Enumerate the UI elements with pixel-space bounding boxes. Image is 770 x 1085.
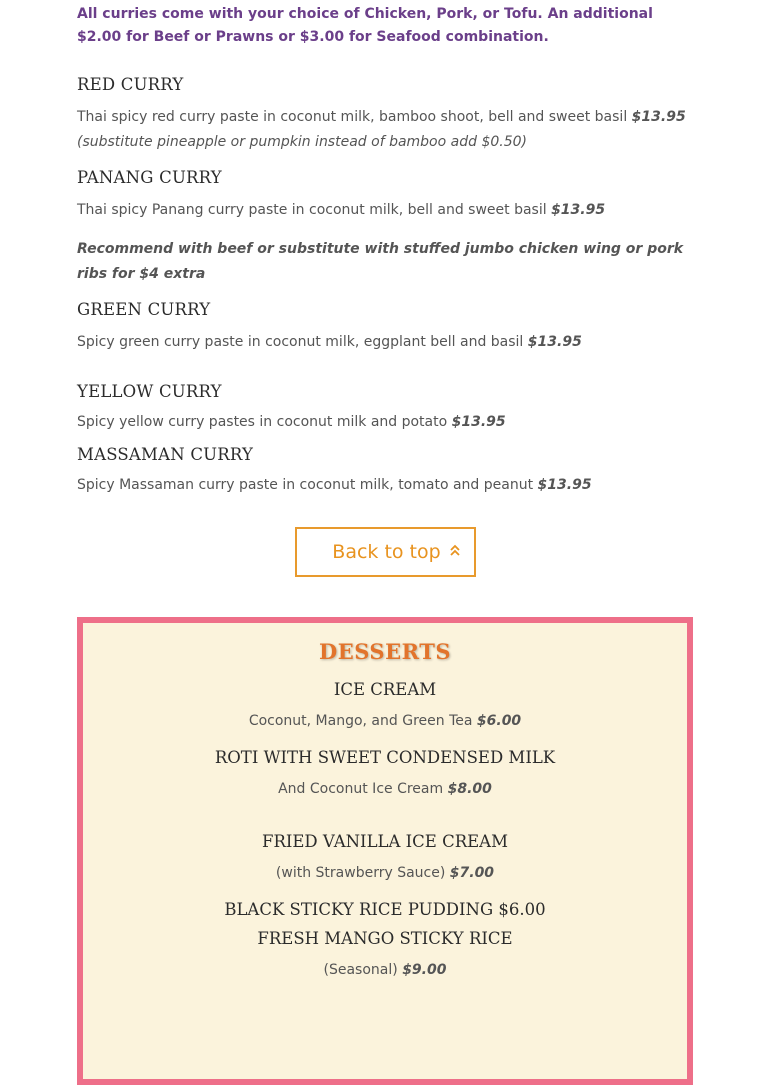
red-curry-description — [77, 105, 692, 155]
massaman-curry-desc-text: Spicy Massaman curry paste in coconut milk, tomato and peanut — [77, 477, 534, 493]
green-curry-heading: GREEN CURRY — [77, 300, 211, 319]
yellow-curry-price: $13.95 — [451, 414, 506, 430]
ice-cream-description — [83, 710, 687, 732]
fried-vanilla-ice-cream-heading: FRIED VANILLA ICE CREAM — [262, 832, 508, 851]
ice-cream-heading: ICE CREAM — [333, 680, 437, 699]
mango-sticky-rice-description — [83, 959, 687, 981]
roti-description — [83, 778, 687, 800]
desserts-title: DESSERTS — [319, 639, 451, 664]
desserts-panel — [77, 617, 693, 1085]
red-curry-price: $13.95 — [631, 109, 686, 125]
ice-cream-price: $6.00 — [476, 713, 522, 729]
black-sticky-rice-heading: BLACK STICKY RICE PUDDING $6.00 — [224, 900, 546, 919]
curry-intro-note: All curries come with your choice of Chicken, Pork, or Tofu. An additional $2.00 for Beef or Prawns or $3.00 for Seafood combination. — [77, 6, 653, 45]
green-curry-desc-text: Spicy green curry paste in coconut milk, eggplant bell and basil — [77, 334, 524, 350]
fried-vanilla-ice-cream-description — [83, 862, 687, 884]
massaman-curry-heading: MASSAMAN CURRY — [77, 445, 254, 464]
panang-curry-heading: PANANG CURRY — [77, 168, 222, 187]
roti-desc-text: And Coconut Ice Cream — [278, 781, 444, 797]
yellow-curry-description — [77, 410, 692, 435]
back-to-top-label: Back to top — [332, 541, 441, 563]
panang-curry-price: $13.95 — [551, 202, 606, 218]
fried-vanilla-price: $7.00 — [449, 865, 495, 881]
massaman-curry-price: $13.95 — [537, 477, 592, 493]
ice-cream-desc-text: Coconut, Mango, and Green Tea — [248, 713, 473, 729]
fried-vanilla-desc-text: (with Strawberry Sauce) — [275, 865, 446, 881]
panang-curry-recommendation: Recommend with beef or substitute with stuffed jumbo chicken wing or pork ribs for $4 extra — [77, 241, 684, 282]
green-curry-price: $13.95 — [527, 334, 582, 350]
red-curry-substitute-note: (substitute pineapple or pumpkin instead of bamboo add $0.50) — [77, 134, 527, 150]
yellow-curry-heading: YELLOW CURRY — [77, 382, 222, 401]
roti-heading: ROTI WITH SWEET CONDENSED MILK — [214, 748, 556, 767]
double-chevron-up-icon — [449, 543, 461, 560]
back-to-top-button[interactable] — [295, 527, 476, 577]
mango-sticky-rice-price: $9.00 — [402, 962, 447, 978]
mango-sticky-rice-desc-text: (Seasonal) — [323, 962, 398, 978]
green-curry-description — [77, 330, 692, 355]
yellow-curry-desc-text: Spicy yellow curry pastes in coconut milk and potato — [77, 414, 448, 430]
roti-price: $8.00 — [447, 781, 492, 797]
massaman-curry-description — [77, 473, 692, 498]
panang-curry-description — [77, 198, 692, 223]
red-curry-heading: RED CURRY — [77, 75, 184, 94]
mango-sticky-rice-heading: FRESH MANGO STICKY RICE — [257, 929, 513, 948]
panang-curry-desc-text: Thai spicy Panang curry paste in coconut milk, bell and sweet basil — [77, 202, 547, 218]
red-curry-desc-text: Thai spicy red curry paste in coconut milk, bamboo shoot, bell and sweet basil — [77, 109, 628, 125]
